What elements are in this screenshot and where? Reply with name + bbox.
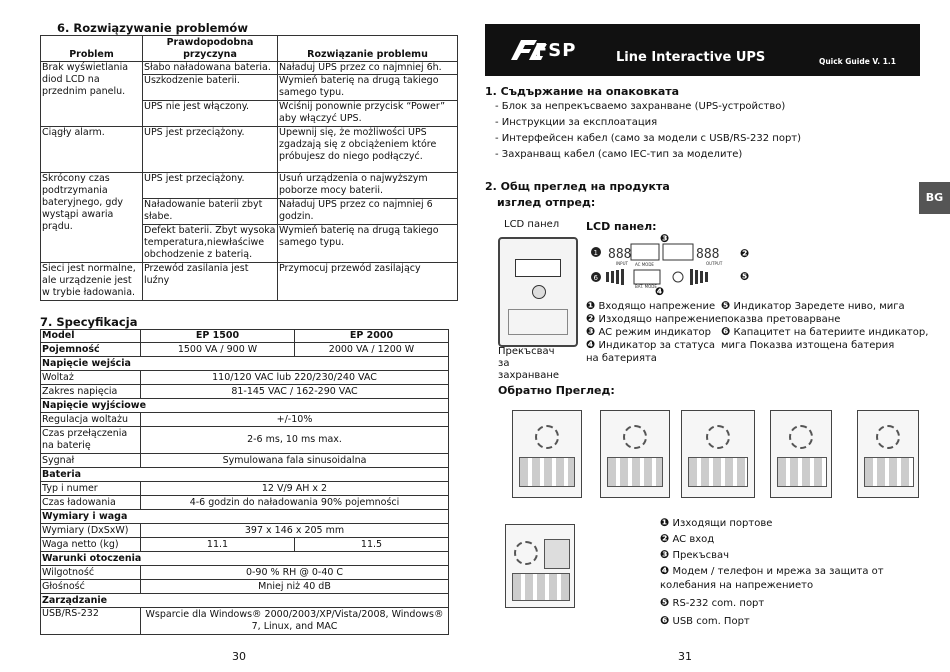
problem-cell: Ciągły alarm. — [41, 127, 143, 173]
table-row — [41, 496, 449, 510]
cause-cell: Przewód zasilania jest luźny — [143, 263, 278, 301]
package-title: 1. Съдържание на опаковката — [485, 85, 680, 98]
spec-label: Sygnał — [41, 454, 141, 468]
spec-label: Pojemność — [41, 343, 141, 357]
spec-table — [40, 329, 449, 635]
table-row — [41, 482, 449, 496]
back-item-1: ❶ Изходящи портове — [660, 516, 773, 529]
spec-label: Wymiary (DxSxW) — [41, 524, 141, 538]
back-item-text: Изходящи портове — [672, 518, 773, 529]
spec-section: Bateria — [41, 468, 449, 482]
spec-value: 110/120 VAC lub 220/230/240 VAC — [141, 371, 449, 385]
spec-section: Zarządzanie — [41, 594, 449, 608]
solution-cell: Wciśnij ponownie przycisk “Power” aby włączyć UPS. — [278, 101, 458, 127]
spec-value: 2000 VA / 1200 W — [295, 343, 449, 357]
back-diagram-4 — [770, 410, 832, 498]
back-diagram-6 — [505, 524, 575, 608]
table-row — [41, 385, 449, 399]
cause-cell: UPS jest przeciążony. — [143, 127, 278, 173]
spec-value: 81-145 VAC / 162-290 VAC — [141, 385, 449, 399]
lcd-panel-diagram — [588, 238, 748, 290]
list-item: - Интерфейсен кабел (само за модели с USB/RS-232 порт) — [495, 133, 802, 144]
lcd-item-text: Входящо напрежение — [598, 301, 716, 312]
problem-cell: Sieci jest normalne, ale urządzenie jest w trybie ładowania. — [41, 263, 143, 301]
svg-text:INPUT: INPUT — [616, 261, 628, 266]
table-row — [41, 552, 449, 566]
cause-cell: UPS nie jest włączony. — [143, 101, 278, 127]
page-number-left: 30 — [232, 650, 246, 663]
table-row — [41, 566, 449, 580]
power-switch-caption: Прекъсвач за захранване — [498, 346, 560, 381]
spec-label: Głośność — [41, 580, 141, 594]
svg-text:888: 888 — [696, 247, 720, 262]
spec-label: Woltaż — [41, 371, 141, 385]
back-diagram-3 — [681, 410, 755, 498]
list-item: - Захранващ кабел (само IEC-тип за моделите) — [495, 149, 743, 160]
back-diagram-1 — [512, 410, 582, 498]
cause-cell: Defekt baterii. Zbyt wysoka temperatura,niewłaściwe obchodzenie z baterią. — [143, 225, 278, 263]
svg-text:BAT. MODE: BAT. MODE — [635, 284, 657, 289]
spec-value: 2-6 ms, 10 ms max. — [141, 427, 449, 454]
logo-text: FSP — [535, 40, 577, 61]
spec-value: +/-10% — [141, 413, 449, 427]
svg-text:888: 888 — [608, 247, 632, 262]
list-item: - Инструкции за експлоатация — [495, 117, 658, 128]
solution-cell: Wymień baterię na drugą takiego samego typu. — [278, 225, 458, 263]
spec-value: Wsparcie dla Windows® 2000/2003/XP/Vista/2008, Windows® 7, Linux, and MAC — [141, 608, 449, 635]
back-item-text: Прекъсвач — [672, 550, 730, 561]
lcd-item-text: Изходящо напрежение — [598, 314, 722, 325]
spec-value: 11.1 — [141, 538, 295, 552]
spec-label: Czas ładowania — [41, 496, 141, 510]
cause-cell: UPS jest przeciążony. — [143, 173, 278, 199]
table-row — [41, 608, 449, 635]
spec-label: Typ i numer — [41, 482, 141, 496]
solution-cell: Usuń urządzenia o najwyższym poborze mocy baterii. — [278, 173, 458, 199]
svg-text:6: 6 — [593, 274, 598, 282]
lcd-item-5: ❺ Индикатор Заредете ниво, мига показва претоварване — [721, 299, 905, 325]
spec-section: Napięcie wejścia — [41, 357, 449, 371]
lcd-item-text: Индикатор Заредете ниво, мига показва претоварване — [721, 301, 905, 325]
lcd-item-4: ❹ Индикатор за статуса на батерията — [586, 338, 716, 364]
spec-label: Regulacja woltażu — [41, 413, 141, 427]
spec-label: Wilgotność — [41, 566, 141, 580]
table-row — [41, 538, 449, 552]
back-diagram-5 — [857, 410, 919, 498]
table-row — [41, 594, 449, 608]
spec-value: 11.5 — [295, 538, 449, 552]
back-item-text: USB com. Порт — [672, 616, 750, 627]
lcd-callout-4: ❹ — [655, 285, 665, 298]
quick-guide-version: Quick Guide V. 1.1 — [818, 57, 896, 66]
spec-value: 0-90 % RH @ 0-40 C — [141, 566, 449, 580]
spec-value: Mniej niż 40 dB — [141, 580, 449, 594]
table-row — [41, 371, 449, 385]
lcd-item-6: ❻ Капацитет на батериите индикатор, мига Показва изтощена батерия — [721, 325, 929, 351]
spec-value: 1500 VA / 900 W — [141, 343, 295, 357]
svg-text:OUTPUT: OUTPUT — [706, 261, 723, 266]
table-row — [41, 357, 449, 371]
solution-cell: Przymocuj przewód zasilający — [278, 263, 458, 301]
spec-value: 397 x 146 x 205 mm — [141, 524, 449, 538]
header-problem: Problem — [41, 36, 143, 62]
lcd-item-text: Индикатор за статуса на батерията — [586, 340, 716, 364]
table-row — [41, 263, 458, 301]
page-number-right: 31 — [678, 650, 692, 663]
header-solution: Rozwiązanie problemu — [278, 36, 458, 62]
table-row — [41, 454, 449, 468]
spec-value: Symulowana fala sinusoidalna — [141, 454, 449, 468]
right-page — [475, 0, 950, 672]
table-row — [41, 62, 458, 75]
table-row — [41, 127, 458, 173]
table-row — [41, 343, 449, 357]
back-item-text: AC вход — [672, 534, 715, 545]
spec-label: USB/RS-232 — [41, 608, 141, 635]
lcd-callout-5: ❺ — [740, 270, 750, 283]
problem-cell: Brak wyświetlania diod LCD na przednim panelu. — [41, 62, 143, 127]
lcd-panel-caption: LCD панел — [504, 219, 560, 230]
lcd-callout-2: ❷ — [740, 247, 750, 260]
spec-label: Waga netto (kg) — [41, 538, 141, 552]
lcd-item-text: AC режим индикатор — [598, 327, 711, 338]
spec-section: Napięcie wyjściowe — [41, 399, 449, 413]
front-view-title: изглед отпред: — [497, 196, 596, 209]
back-diagram-2 — [600, 410, 670, 498]
solution-cell: Wymień baterię na drugą takiego samego typu. — [278, 75, 458, 101]
header-cause: Prawdopodobna przyczyna — [143, 36, 278, 62]
svg-text:1: 1 — [593, 249, 598, 257]
solution-cell: Naładuj UPS przez co najmniej 6 godzin. — [278, 199, 458, 225]
table-row — [41, 510, 449, 524]
language-tab: BG — [919, 182, 950, 214]
spec-section: Warunki otoczenia — [41, 552, 449, 566]
svg-text:AC MODE: AC MODE — [635, 262, 654, 267]
lcd-item-1: ❶ Входящо напрежение — [586, 299, 716, 312]
spec-header-model: Model — [41, 330, 141, 343]
spec-label: Czas przełączenia na baterię — [41, 427, 141, 454]
cause-cell: Naładowanie baterii zbyt słabe. — [143, 199, 278, 225]
back-item-text: Модем / телефон и мрежа за защита от колебания на напрежението — [660, 566, 884, 591]
lcd-item-2: ❷ Изходящо напрежение — [586, 312, 722, 325]
table-row — [41, 468, 449, 482]
troubleshooting-title: 6. Rozwiązywanie problemów — [57, 21, 248, 35]
solution-cell: Upewnij się, że możliwości UPS zgadzają się z obciążeniem które próbujesz do niego podłączyć. — [278, 127, 458, 173]
table-row — [41, 524, 449, 538]
lcd-item-3: ❸ AC режим индикатор — [586, 325, 711, 338]
table-row — [41, 427, 449, 454]
lcd-callout-3: ❸ — [660, 232, 670, 245]
spec-value: 12 V/9 AH x 2 — [141, 482, 449, 496]
back-item-6: ❻ USB com. Порт — [660, 614, 750, 627]
table-row — [41, 413, 449, 427]
back-view-title: Обратно Преглед: — [498, 384, 615, 397]
table-row — [41, 580, 449, 594]
lcd-item-text: Капацитет на батериите индикатор, мига Показва изтощена батерия — [721, 327, 929, 351]
cause-cell: Uszkodzenie baterii. — [143, 75, 278, 101]
solution-cell: Naładuj UPS przez co najmniej 6h. — [278, 62, 458, 75]
spec-title: 7. Specyfikacja — [40, 315, 138, 329]
cause-cell: Słabo naładowana bateria. — [143, 62, 278, 75]
spec-header-ep2000: EP 2000 — [295, 330, 449, 343]
spec-value: 4-6 godzin do naładowania 90% pojemności — [141, 496, 449, 510]
spec-section: Wymiary i waga — [41, 510, 449, 524]
table-row — [41, 173, 458, 199]
back-item-text: RS-232 com. порт — [672, 598, 765, 609]
back-item-4: ❹ Модем / телефон и мрежа за защита от колебания на напрежението — [660, 564, 884, 591]
overview-title: 2. Общ преглед на продукта — [485, 180, 670, 193]
header-banner — [485, 24, 920, 76]
banner-title: Line Interactive UPS — [616, 50, 766, 65]
lcd-panel-title: LCD панел: — [586, 220, 657, 233]
back-item-2: ❷ AC вход — [660, 532, 715, 545]
troubleshooting-table — [40, 35, 458, 301]
back-item-3: ❸ Прекъсвач — [660, 548, 730, 561]
list-item: - Блок за непрекъсваемо захранване (UPS-устройство) — [495, 101, 786, 112]
problem-cell: Skrócony czas podtrzymania bateryjnego, gdy wystąpi awaria prądu. — [41, 173, 143, 263]
back-item-5: ❺ RS-232 com. порт — [660, 596, 765, 609]
spec-header-ep1500: EP 1500 — [141, 330, 295, 343]
table-row — [41, 399, 449, 413]
ups-front-image — [498, 237, 578, 347]
spec-label: Zakres napięcia — [41, 385, 141, 399]
